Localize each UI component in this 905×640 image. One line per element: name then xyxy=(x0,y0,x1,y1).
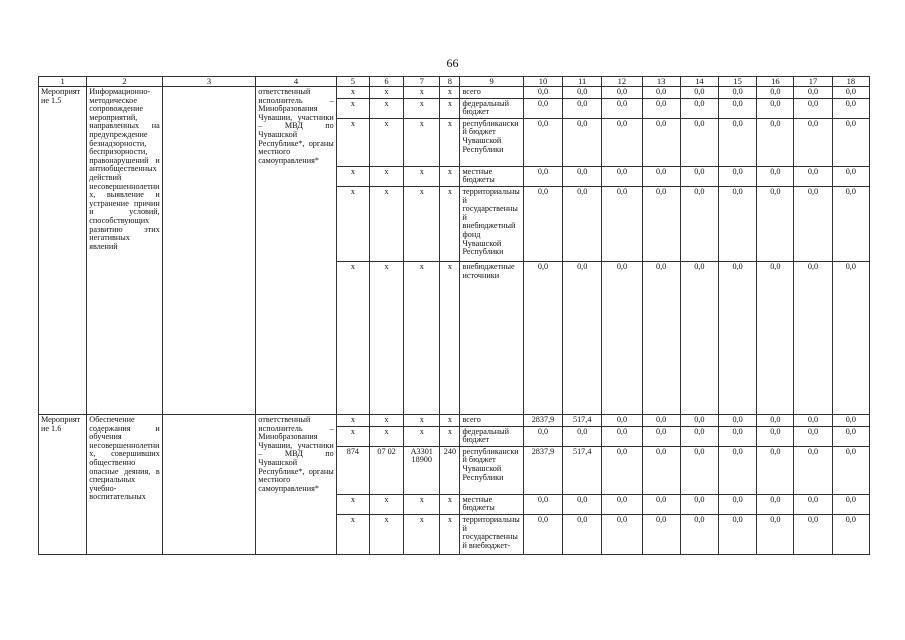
grbs-code-cell: x xyxy=(336,166,369,186)
expense-type-cell: x xyxy=(440,98,460,118)
value-cell: 0,0 xyxy=(757,86,794,98)
grbs-code-cell: x xyxy=(336,186,369,261)
column-number: 7 xyxy=(404,77,440,87)
funding-source-cell: территориальный государственный внебюджет- xyxy=(460,515,523,555)
grbs-code-cell: x xyxy=(336,98,369,118)
expense-type-cell: x xyxy=(440,515,460,555)
value-cell: 517,4 xyxy=(563,446,602,494)
value-cell: 0,0 xyxy=(642,118,680,166)
measure-number-cell: Мероприятие 1.5 xyxy=(39,86,87,414)
value-cell: 0,0 xyxy=(523,86,562,98)
value-cell: 0,0 xyxy=(523,494,562,514)
expense-type-cell: 240 xyxy=(440,446,460,494)
value-cell: 0,0 xyxy=(794,166,832,186)
value-cell: 2837,9 xyxy=(523,414,562,426)
value-cell: 0,0 xyxy=(680,414,718,426)
value-cell: 0,0 xyxy=(718,426,756,446)
value-cell: 0,0 xyxy=(642,446,680,494)
value-cell: 0,0 xyxy=(832,118,869,166)
value-cell: 0,0 xyxy=(718,118,756,166)
expense-type-cell: x xyxy=(440,261,460,414)
funding-source-cell: территориальный государственный внебюджетный фонд Чувашской Республики xyxy=(460,186,523,261)
column-number: 11 xyxy=(563,77,602,87)
column-number: 15 xyxy=(718,77,756,87)
budget-table xyxy=(38,76,870,555)
column-number: 1 xyxy=(39,77,87,87)
measure-block-1-5 xyxy=(39,86,870,414)
expense-type-cell: x xyxy=(440,166,460,186)
funding-source-cell: федеральный бюджет xyxy=(460,426,523,446)
table-row xyxy=(39,414,870,426)
value-cell: 0,0 xyxy=(523,186,562,261)
value-cell: 0,0 xyxy=(832,515,869,555)
measure-name-cell: Обеспечение содержания и обучения несовершеннолетних, совершивших общественно опасные деяния, в специальных учебно-воспитательных xyxy=(87,414,162,554)
value-cell: 0,0 xyxy=(563,98,602,118)
section-code-cell: x xyxy=(369,261,403,414)
column-number: 8 xyxy=(440,77,460,87)
grbs-code-cell: x xyxy=(336,494,369,514)
value-cell: 0,0 xyxy=(718,261,756,414)
grbs-code-cell: x xyxy=(336,414,369,426)
value-cell: 0,0 xyxy=(757,446,794,494)
value-cell: 0,0 xyxy=(680,494,718,514)
column-number: 4 xyxy=(256,77,336,87)
value-cell: 0,0 xyxy=(757,98,794,118)
value-cell: 0,0 xyxy=(794,446,832,494)
column-number: 12 xyxy=(602,77,642,87)
target-article-cell: x xyxy=(404,186,440,261)
value-cell: 0,0 xyxy=(563,186,602,261)
executor-cell: ответственный исполнитель – Минобразования Чувашии, участники – МВД по Чувашской Республике*, органы местного самоуправления* xyxy=(256,414,336,554)
goal-cell xyxy=(162,86,256,414)
value-cell: 0,0 xyxy=(680,426,718,446)
value-cell: 0,0 xyxy=(757,186,794,261)
value-cell: 0,0 xyxy=(794,426,832,446)
column-number: 2 xyxy=(87,77,162,87)
column-number: 10 xyxy=(523,77,562,87)
section-code-cell: x xyxy=(369,414,403,426)
value-cell: 0,0 xyxy=(794,118,832,166)
grbs-code-cell: 874 xyxy=(336,446,369,494)
value-cell: 0,0 xyxy=(757,426,794,446)
value-cell: 0,0 xyxy=(832,414,869,426)
funding-source-cell: всего xyxy=(460,414,523,426)
funding-source-cell: республиканский бюджет Чувашской Республики xyxy=(460,446,523,494)
value-cell: 0,0 xyxy=(757,261,794,414)
value-cell: 0,0 xyxy=(523,261,562,414)
expense-type-cell: x xyxy=(440,186,460,261)
value-cell: 0,0 xyxy=(794,515,832,555)
value-cell: 0,0 xyxy=(757,515,794,555)
value-cell: 0,0 xyxy=(680,515,718,555)
column-number: 13 xyxy=(642,77,680,87)
section-code-cell: x xyxy=(369,186,403,261)
value-cell: 0,0 xyxy=(602,261,642,414)
value-cell: 0,0 xyxy=(718,98,756,118)
value-cell: 0,0 xyxy=(680,261,718,414)
value-cell: 0,0 xyxy=(642,166,680,186)
value-cell: 0,0 xyxy=(563,86,602,98)
column-number: 17 xyxy=(794,77,832,87)
measure-name-cell: Информационно-методическое сопровождение мероприятий, направленных на предупреждение безнадзорности, беспризорности, правонарушений и антиобщественных действий несовершеннолетних, выявление и устранение причин и условий, способствующих развитию этих негативных явлений xyxy=(87,86,162,414)
target-article-cell: x xyxy=(404,98,440,118)
value-cell: 0,0 xyxy=(563,118,602,166)
value-cell: 0,0 xyxy=(757,414,794,426)
section-code-cell: x xyxy=(369,86,403,98)
section-code-cell: x xyxy=(369,494,403,514)
value-cell: 0,0 xyxy=(563,166,602,186)
funding-source-cell: федеральный бюджет xyxy=(460,98,523,118)
value-cell: 0,0 xyxy=(680,166,718,186)
value-cell: 0,0 xyxy=(523,166,562,186)
value-cell: 0,0 xyxy=(523,98,562,118)
funding-source-cell: местные бюджеты xyxy=(460,494,523,514)
value-cell: 0,0 xyxy=(794,494,832,514)
value-cell: 0,0 xyxy=(718,446,756,494)
value-cell: 0,0 xyxy=(602,166,642,186)
value-cell: 0,0 xyxy=(563,426,602,446)
value-cell: 0,0 xyxy=(832,166,869,186)
value-cell: 0,0 xyxy=(718,86,756,98)
value-cell: 517,4 xyxy=(563,414,602,426)
funding-source-cell: внебюджетные источники xyxy=(460,261,523,414)
value-cell: 2837,9 xyxy=(523,446,562,494)
grbs-code-cell: x xyxy=(336,118,369,166)
value-cell: 0,0 xyxy=(794,261,832,414)
value-cell: 0,0 xyxy=(602,446,642,494)
target-article-cell: x xyxy=(404,86,440,98)
value-cell: 0,0 xyxy=(718,186,756,261)
target-article-cell: x xyxy=(404,494,440,514)
value-cell: 0,0 xyxy=(832,186,869,261)
value-cell: 0,0 xyxy=(680,446,718,494)
expense-type-cell: x xyxy=(440,494,460,514)
value-cell: 0,0 xyxy=(832,98,869,118)
value-cell: 0,0 xyxy=(642,494,680,514)
column-number: 16 xyxy=(757,77,794,87)
value-cell: 0,0 xyxy=(680,186,718,261)
value-cell: 0,0 xyxy=(757,118,794,166)
column-number: 6 xyxy=(369,77,403,87)
section-code-cell: x xyxy=(369,98,403,118)
section-code-cell: x xyxy=(369,166,403,186)
expense-type-cell: x xyxy=(440,414,460,426)
value-cell: 0,0 xyxy=(602,86,642,98)
grbs-code-cell: x xyxy=(336,86,369,98)
value-cell: 0,0 xyxy=(563,494,602,514)
measure-number-cell: Мероприятие 1.6 xyxy=(39,414,87,554)
funding-source-cell: республиканский бюджет Чувашской Республики xyxy=(460,118,523,166)
table-row xyxy=(39,86,870,98)
value-cell: 0,0 xyxy=(602,98,642,118)
value-cell: 0,0 xyxy=(523,515,562,555)
value-cell: 0,0 xyxy=(602,494,642,514)
value-cell: 0,0 xyxy=(642,186,680,261)
grbs-code-cell: x xyxy=(336,261,369,414)
measure-block-1-6 xyxy=(39,414,870,554)
value-cell: 0,0 xyxy=(642,426,680,446)
value-cell: 0,0 xyxy=(832,86,869,98)
value-cell: 0,0 xyxy=(832,426,869,446)
column-number-row xyxy=(39,77,870,87)
column-number: 9 xyxy=(460,77,523,87)
goal-cell xyxy=(162,414,256,554)
value-cell: 0,0 xyxy=(757,494,794,514)
value-cell: 0,0 xyxy=(602,186,642,261)
value-cell: 0,0 xyxy=(563,515,602,555)
expense-type-cell: x xyxy=(440,86,460,98)
value-cell: 0,0 xyxy=(642,414,680,426)
value-cell: 0,0 xyxy=(718,515,756,555)
column-number: 18 xyxy=(832,77,869,87)
value-cell: 0,0 xyxy=(718,414,756,426)
value-cell: 0,0 xyxy=(642,261,680,414)
value-cell: 0,0 xyxy=(832,261,869,414)
value-cell: 0,0 xyxy=(642,98,680,118)
value-cell: 0,0 xyxy=(602,414,642,426)
funding-source-cell: всего xyxy=(460,86,523,98)
executor-cell: ответственный исполнитель – Минобразования Чувашии, участники – МВД по Чувашской Республике*, органы местного самоуправления* xyxy=(256,86,336,414)
value-cell: 0,0 xyxy=(832,446,869,494)
funding-source-cell: местные бюджеты xyxy=(460,166,523,186)
column-number: 3 xyxy=(162,77,256,87)
expense-type-cell: x xyxy=(440,426,460,446)
value-cell: 0,0 xyxy=(602,515,642,555)
section-code-cell: x xyxy=(369,118,403,166)
target-article-cell: x xyxy=(404,166,440,186)
target-article-cell: x xyxy=(404,426,440,446)
column-number: 5 xyxy=(336,77,369,87)
target-article-cell: x xyxy=(404,118,440,166)
value-cell: 0,0 xyxy=(794,86,832,98)
value-cell: 0,0 xyxy=(563,261,602,414)
section-code-cell: x xyxy=(369,515,403,555)
value-cell: 0,0 xyxy=(718,166,756,186)
value-cell: 0,0 xyxy=(602,118,642,166)
target-article-cell: x xyxy=(404,414,440,426)
value-cell: 0,0 xyxy=(642,86,680,98)
grbs-code-cell: x xyxy=(336,515,369,555)
target-article-cell: А3301 18900 xyxy=(404,446,440,494)
section-code-cell: 07 02 xyxy=(369,446,403,494)
value-cell: 0,0 xyxy=(794,186,832,261)
value-cell: 0,0 xyxy=(523,426,562,446)
column-number: 14 xyxy=(680,77,718,87)
value-cell: 0,0 xyxy=(832,494,869,514)
value-cell: 0,0 xyxy=(680,118,718,166)
value-cell: 0,0 xyxy=(757,166,794,186)
section-code-cell: x xyxy=(369,426,403,446)
expense-type-cell: x xyxy=(440,118,460,166)
value-cell: 0,0 xyxy=(642,515,680,555)
grbs-code-cell: x xyxy=(336,426,369,446)
value-cell: 0,0 xyxy=(794,98,832,118)
value-cell: 0,0 xyxy=(680,98,718,118)
page-number: 66 xyxy=(446,56,459,70)
target-article-cell: x xyxy=(404,515,440,555)
value-cell: 0,0 xyxy=(523,118,562,166)
value-cell: 0,0 xyxy=(718,494,756,514)
target-article-cell: x xyxy=(404,261,440,414)
value-cell: 0,0 xyxy=(680,86,718,98)
value-cell: 0,0 xyxy=(794,414,832,426)
value-cell: 0,0 xyxy=(602,426,642,446)
